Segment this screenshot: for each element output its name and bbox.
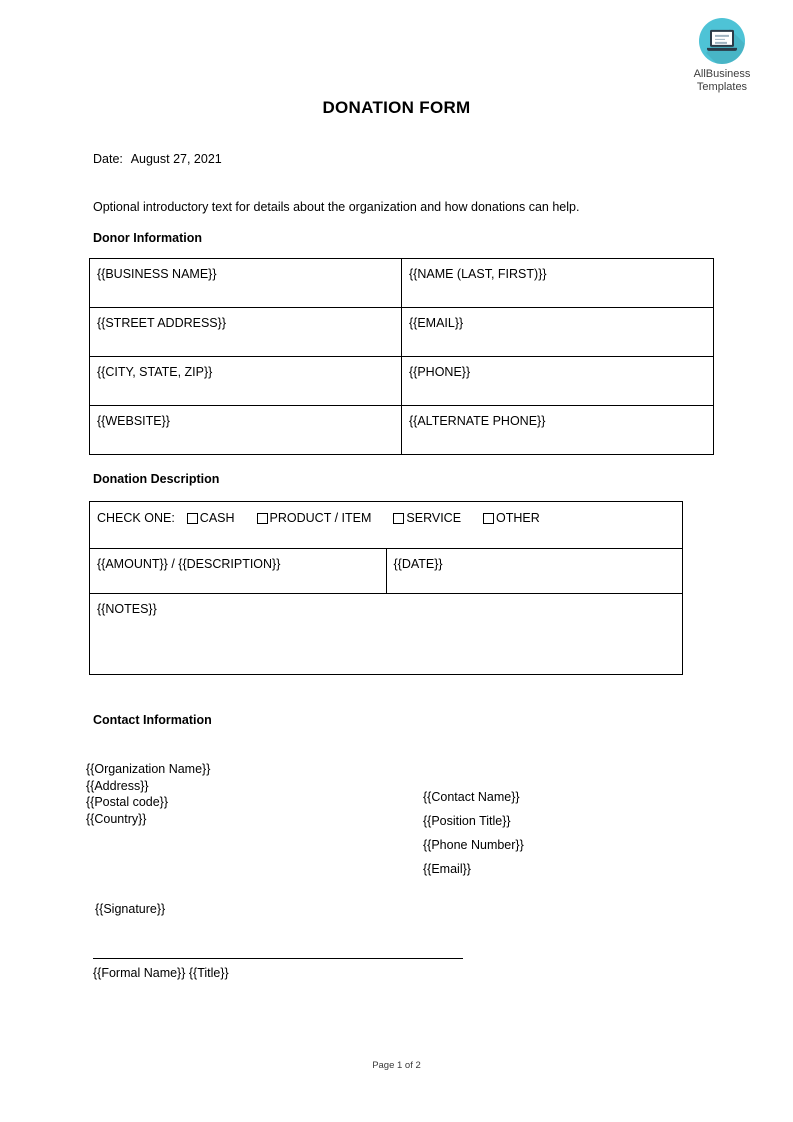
contact-left-column bbox=[86, 761, 210, 827]
signature-caption: {{Formal Name}} {{Title}} bbox=[93, 966, 229, 980]
checkbox-option-other[interactable] bbox=[483, 511, 540, 525]
table-row bbox=[90, 549, 683, 594]
check-one-row bbox=[97, 511, 675, 525]
amount-description-cell[interactable]: {{AMOUNT}} / {{DESCRIPTION}} bbox=[90, 549, 387, 594]
contact-address: {{Address}} bbox=[86, 778, 149, 793]
table-row bbox=[90, 308, 714, 357]
screen-line bbox=[715, 35, 729, 37]
contact-organization-name: {{Organization Name}} bbox=[86, 762, 211, 776]
contact-country: {{Country}} bbox=[86, 811, 147, 826]
table-row bbox=[90, 406, 714, 455]
donor-section-heading: Donor Information bbox=[93, 231, 203, 245]
table-row bbox=[90, 594, 683, 675]
donor-cell-phone[interactable]: {{PHONE}} bbox=[402, 357, 714, 406]
signature-line bbox=[93, 958, 463, 959]
checkbox-icon[interactable] bbox=[187, 513, 198, 524]
checkbox-label-service: SERVICE bbox=[406, 511, 462, 525]
checkbox-icon[interactable] bbox=[393, 513, 404, 524]
page-footer: Page 1 of 2 bbox=[372, 1060, 421, 1071]
contact-section-heading: Contact Information bbox=[93, 713, 212, 727]
donation-description-table bbox=[89, 501, 683, 675]
contact-right-column bbox=[423, 785, 524, 881]
donor-cell-street-address[interactable]: {{STREET ADDRESS}} bbox=[90, 308, 402, 357]
donor-cell-alternate-phone[interactable]: {{ALTERNATE PHONE}} bbox=[402, 406, 714, 455]
checkbox-option-cash[interactable] bbox=[187, 511, 235, 525]
laptop-base bbox=[707, 48, 737, 51]
checkbox-label-cash: CASH bbox=[199, 511, 235, 525]
donation-date-cell[interactable]: {{DATE}} bbox=[386, 549, 683, 594]
donor-cell-business-name[interactable]: {{BUSINESS NAME}} bbox=[90, 259, 402, 308]
check-one-cell bbox=[90, 502, 683, 549]
table-row bbox=[90, 357, 714, 406]
laptop-screen bbox=[710, 30, 734, 47]
intro-paragraph: Optional introductory text for details about the organization and how donations can help. bbox=[93, 200, 580, 214]
donor-cell-email[interactable]: {{EMAIL}} bbox=[402, 308, 714, 357]
donor-cell-website[interactable]: {{WEBSITE}} bbox=[90, 406, 402, 455]
checkbox-option-service[interactable] bbox=[393, 511, 461, 525]
table-row bbox=[90, 502, 683, 549]
laptop-icon bbox=[699, 18, 745, 64]
brand-name-line1: AllBusiness bbox=[693, 68, 751, 80]
screen-line bbox=[715, 42, 727, 44]
brand-logo bbox=[672, 18, 772, 94]
checkbox-icon[interactable] bbox=[483, 513, 494, 524]
donor-information-table bbox=[89, 258, 714, 455]
checkbox-icon[interactable] bbox=[257, 513, 268, 524]
donor-cell-name[interactable]: {{NAME (LAST, FIRST)}} bbox=[402, 259, 714, 308]
brand-name-line2: Templates bbox=[696, 81, 748, 93]
screen-line bbox=[715, 38, 725, 40]
contact-postal-code: {{Postal code}} bbox=[86, 795, 169, 809]
date-label: Date: bbox=[93, 152, 123, 166]
date-line bbox=[93, 152, 222, 166]
contact-name: {{Contact Name}} bbox=[423, 790, 520, 804]
laptop-glyph bbox=[707, 30, 737, 51]
table-row bbox=[90, 259, 714, 308]
donor-cell-city-state-zip[interactable]: {{CITY, STATE, ZIP}} bbox=[90, 357, 402, 406]
checkbox-label-other: OTHER bbox=[496, 511, 540, 525]
date-value: August 27, 2021 bbox=[130, 152, 222, 166]
contact-position-title: {{Position Title}} bbox=[423, 814, 511, 828]
checkbox-label-product-item: PRODUCT / ITEM bbox=[269, 511, 372, 525]
checkbox-option-product-item[interactable] bbox=[257, 511, 372, 525]
page-title: DONATION FORM bbox=[322, 98, 471, 117]
contact-phone-number: {{Phone Number}} bbox=[423, 838, 524, 852]
check-one-label: CHECK ONE: bbox=[97, 511, 175, 525]
notes-cell[interactable]: {{NOTES}} bbox=[90, 594, 683, 675]
signature-placeholder[interactable]: {{Signature}} bbox=[95, 902, 166, 916]
contact-email: {{Email}} bbox=[423, 862, 471, 876]
donation-section-heading: Donation Description bbox=[93, 472, 220, 486]
brand-name bbox=[672, 68, 772, 94]
